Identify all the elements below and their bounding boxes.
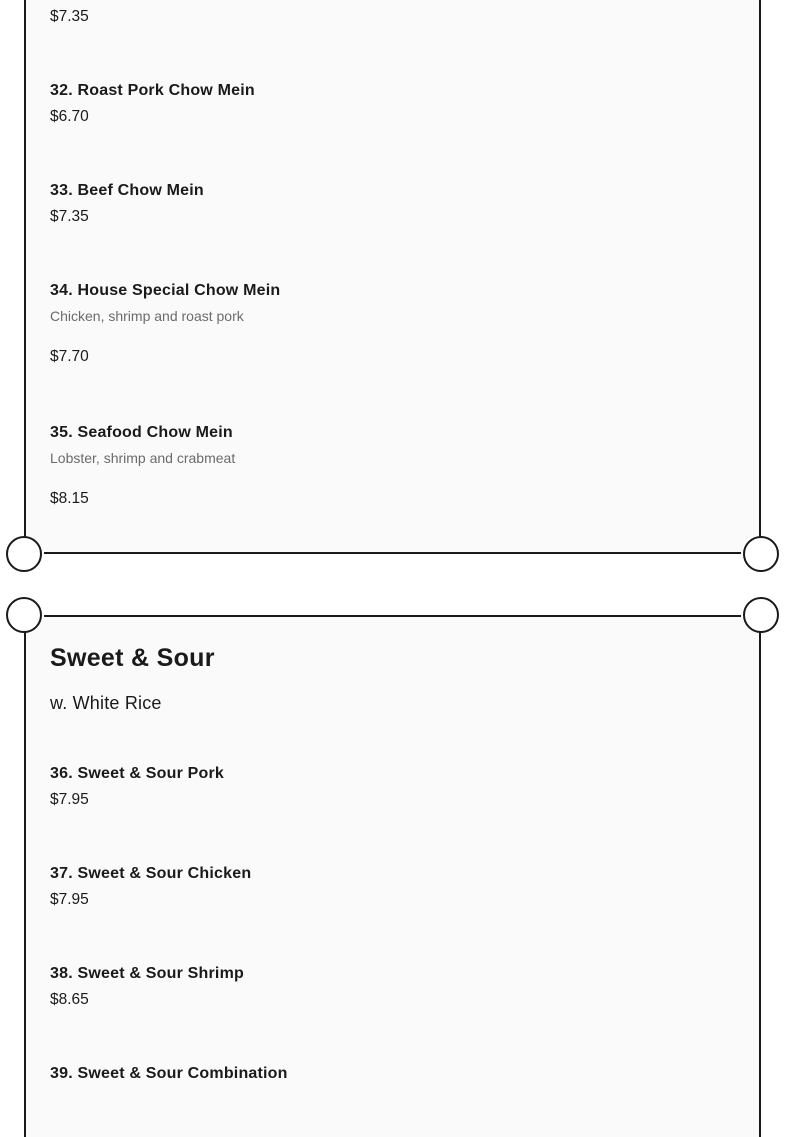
menu-item-35[interactable] <box>50 423 235 509</box>
item-name: 35. Seafood Chow Mein <box>50 424 233 441</box>
item-name: 32. Roast Pork Chow Mein <box>50 82 255 99</box>
card-corner-notch <box>743 597 779 633</box>
card-corner-notch <box>6 597 42 633</box>
menu-item-32[interactable] <box>50 81 255 127</box>
item-name: 33. Beef Chow Mein <box>50 182 204 199</box>
menu-item-38[interactable] <box>50 964 244 1010</box>
menu-item-34[interactable] <box>50 281 280 367</box>
card-border <box>44 615 741 617</box>
menu-item-39[interactable] <box>50 1064 288 1084</box>
item-name: 36. Sweet & Sour Pork <box>50 765 225 782</box>
menu-item-36[interactable] <box>50 764 224 810</box>
item-name: 39. Sweet & Sour Combination <box>50 1065 288 1082</box>
item-price: $8.15 <box>50 490 89 507</box>
item-name: 38. Sweet & Sour Shrimp <box>50 965 244 982</box>
item-description: Chicken, shrimp and roast pork <box>50 308 244 324</box>
item-price: $7.35 <box>50 208 89 225</box>
item-name: 34. House Special Chow Mein <box>50 282 281 299</box>
item-description: Lobster, shrimp and crabmeat <box>50 450 236 466</box>
menu-item-31 <box>50 7 89 27</box>
card-corner-notch <box>6 536 42 572</box>
menu-card-chow-mein <box>24 0 761 552</box>
item-price: $7.70 <box>50 348 89 365</box>
menu-item-37[interactable] <box>50 864 251 910</box>
item-price: $7.95 <box>50 891 89 908</box>
menu-card-sweet-sour <box>24 617 761 1137</box>
section-subtitle: w. White Rice <box>50 693 162 713</box>
item-price: $6.70 <box>50 108 89 125</box>
card-corner-notch <box>743 536 779 572</box>
section-title: Sweet & Sour <box>50 644 215 672</box>
card-border <box>44 552 741 554</box>
item-price: $8.65 <box>50 991 89 1008</box>
item-name: 37. Sweet & Sour Chicken <box>50 865 252 882</box>
item-price: $7.35 <box>50 8 89 25</box>
item-price: $7.95 <box>50 791 89 808</box>
menu-item-33[interactable] <box>50 181 204 227</box>
